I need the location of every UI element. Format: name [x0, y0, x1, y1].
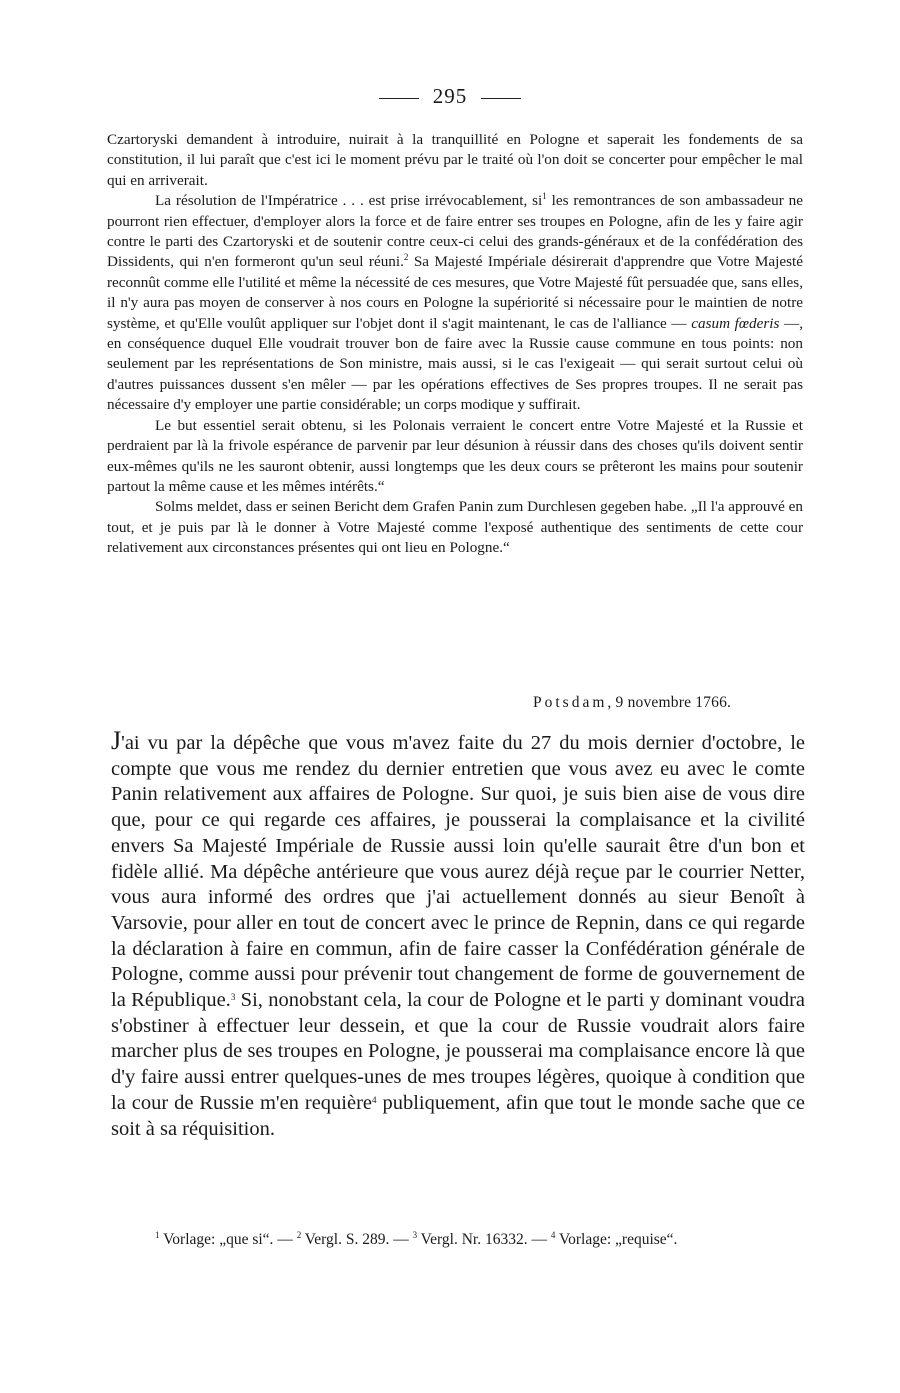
footnote-number-2: 2: [296, 1230, 302, 1240]
intro-paragraph-2: [107, 191, 803, 415]
dateline-date: , 9 novembre 1766.: [607, 694, 732, 711]
footnote-ref-2: 2: [403, 252, 409, 263]
footnote-text-1: Vorlage: „que si“. —: [159, 1231, 297, 1248]
footnote-text-4: Vorlage: „requise“.: [555, 1231, 678, 1248]
footnote-ref-4: 4: [372, 1094, 377, 1105]
initial-letter: J: [111, 726, 122, 755]
page-number: 295: [432, 84, 468, 108]
main-text-part-c: publiquement, afin que tout le monde sache que ce soit à sa réquisition.: [111, 1091, 805, 1140]
main-letter-text: [111, 728, 805, 1142]
main-text-part-a: 'ai vu par la dépêche que vous m'avez faite du 27 du mois dernier d'octobre, le compte que vous me rendez du dernier entretien que vous avez eu avec le comte Panin relativement aux affaires de Pologne. Sur quoi, je suis bien aise de vous dire que, pour ce qui regarde ces affaires, je pousserai la complaisance et la civilité envers Sa Majesté Impériale de Russie aussi loin qu'elle saurait être d'un bon et fidèle allié. Ma dépêche antérieure que vous aurez déjà reçue par le courrier Netter, vous aura informé des ordres que j'ai actuellement donnés au sieur Benoît à Varsovie, pour aller en tout de concert avec le prince de Repnin, dans ce qui regarde la déclaration à faire en commun, afin de faire casser la Confédération générale de Pologne, comme aussi pour prévenir tout changement de forme de gouvernement de la République.: [111, 732, 805, 1012]
letter-intro-block: [107, 130, 803, 559]
footnote-number-3: 3: [412, 1230, 418, 1240]
intro-p2-part-c: Sa Majesté Impériale désirerait d'apprendre que Votre Majesté reconnût comme elle l'utilité et même la nécessité de ces mesures, que Votre Majesté fût persuadée que, sans elles, il n'y aura pas moyen de conserver à nos cours en Pologne la supériorité si nécessaire pour le maintien de notre système, et qu'Elle voulût appliquer sur l'objet dont il s'agit maintenant, le cas de l'alliance —: [107, 253, 803, 332]
intro-paragraph-1: Czartoryski demandent à introduire, nuirait à la tranquillité en Pologne et saperait les fondements de sa constitution, il lui paraît que c'est ici le moment prévu par le traité où l'on doit se concerter pour empêcher le mal qui en arriverait.: [107, 131, 803, 189]
header-rule-right: [481, 98, 521, 99]
intro-paragraph-4: Solms meldet, dass er seinen Bericht dem Grafen Panin zum Durchlesen gegeben habe. „Il l'a approuvé en tout, et je puis par là le donner à Votre Majesté comme l'exposé authentique des sentiments de cette cour relativement aux circonstances présentes qui ont lieu en Pologne.“: [107, 498, 803, 557]
footnote-ref-3: 3: [230, 992, 236, 1003]
intro-paragraph-3: Le but essentiel serait obtenu, si les Polonais verraient le concert entre Votre Majesté et la Russie et perdraient par là la frivole espérance de parvenir par leur désunion à réussir dans des choses qu'ils doivent sentir eux-mêmes qu'ils ne les sauront obtenir, aussi longtemps que les deux cours se prêteront les mains pour soutenir partout la même cause et les mêmes intérêts.“: [107, 416, 803, 495]
footnote-text-3: Vergl. Nr. 16332. —: [417, 1231, 551, 1248]
dateline-place: Potsdam: [533, 694, 608, 711]
intro-p2-part-a: La résolution de l'Impératrice . . . est prise irrévocablement, si: [155, 192, 543, 210]
intro-p2-part-d: —, en conséquence duquel Elle voudrait trouver bon de faire avec la Russie cause commune en tous points: non seulement par les représentations de Son ministre, mais aussi, si le cas l'exigeait — qui serait surtout celui où d'autres puissances dussent s'en mêler — par les opérations effectives de Ses propres troupes. Il ne serait pas nécessaire d'y employer une partie considérable; un corps modique y suffirait.: [107, 314, 803, 414]
footnotes: [107, 1228, 807, 1252]
header-rule-left: [379, 98, 419, 99]
latin-phrase: casum fœderis: [691, 314, 780, 332]
main-paragraph: [111, 728, 805, 1142]
intro-p2-part-b: les remontrances de son ambassadeur ne pourront rien effectuer, d'employer alors la force et de faire entrer ses troupes en Pologne, afin de les y faire agir contre le parti des Czartoryski et de soutenir contre ceux-ci celui des grands-généraux et de la confédération des Dissidents, qui n'en formeront qu'un seul réuni.: [107, 192, 803, 271]
footnote-number-4: 4: [550, 1230, 556, 1240]
footnote-number-1: 1: [155, 1230, 160, 1240]
dateline: [533, 694, 731, 712]
footnote-ref-1: 1: [542, 191, 547, 202]
page-header: [0, 84, 900, 109]
footnote-text-2: Vergl. S. 289. —: [301, 1231, 413, 1248]
footnote-line: [107, 1228, 807, 1252]
main-text-part-b: Si, nonobstant cela, la cour de Pologne et le parti y dominant voudra s'obstiner à effectuer leur dessein, et que la cour de Russie voudrait alors faire marcher plus de ses troupes en Pologne, je pousserai ma complaisance encore là que d'y faire aussi entrer quelques-unes de mes troupes légères, quoique à condition que la cour de Russie m'en requière: [111, 989, 805, 1114]
